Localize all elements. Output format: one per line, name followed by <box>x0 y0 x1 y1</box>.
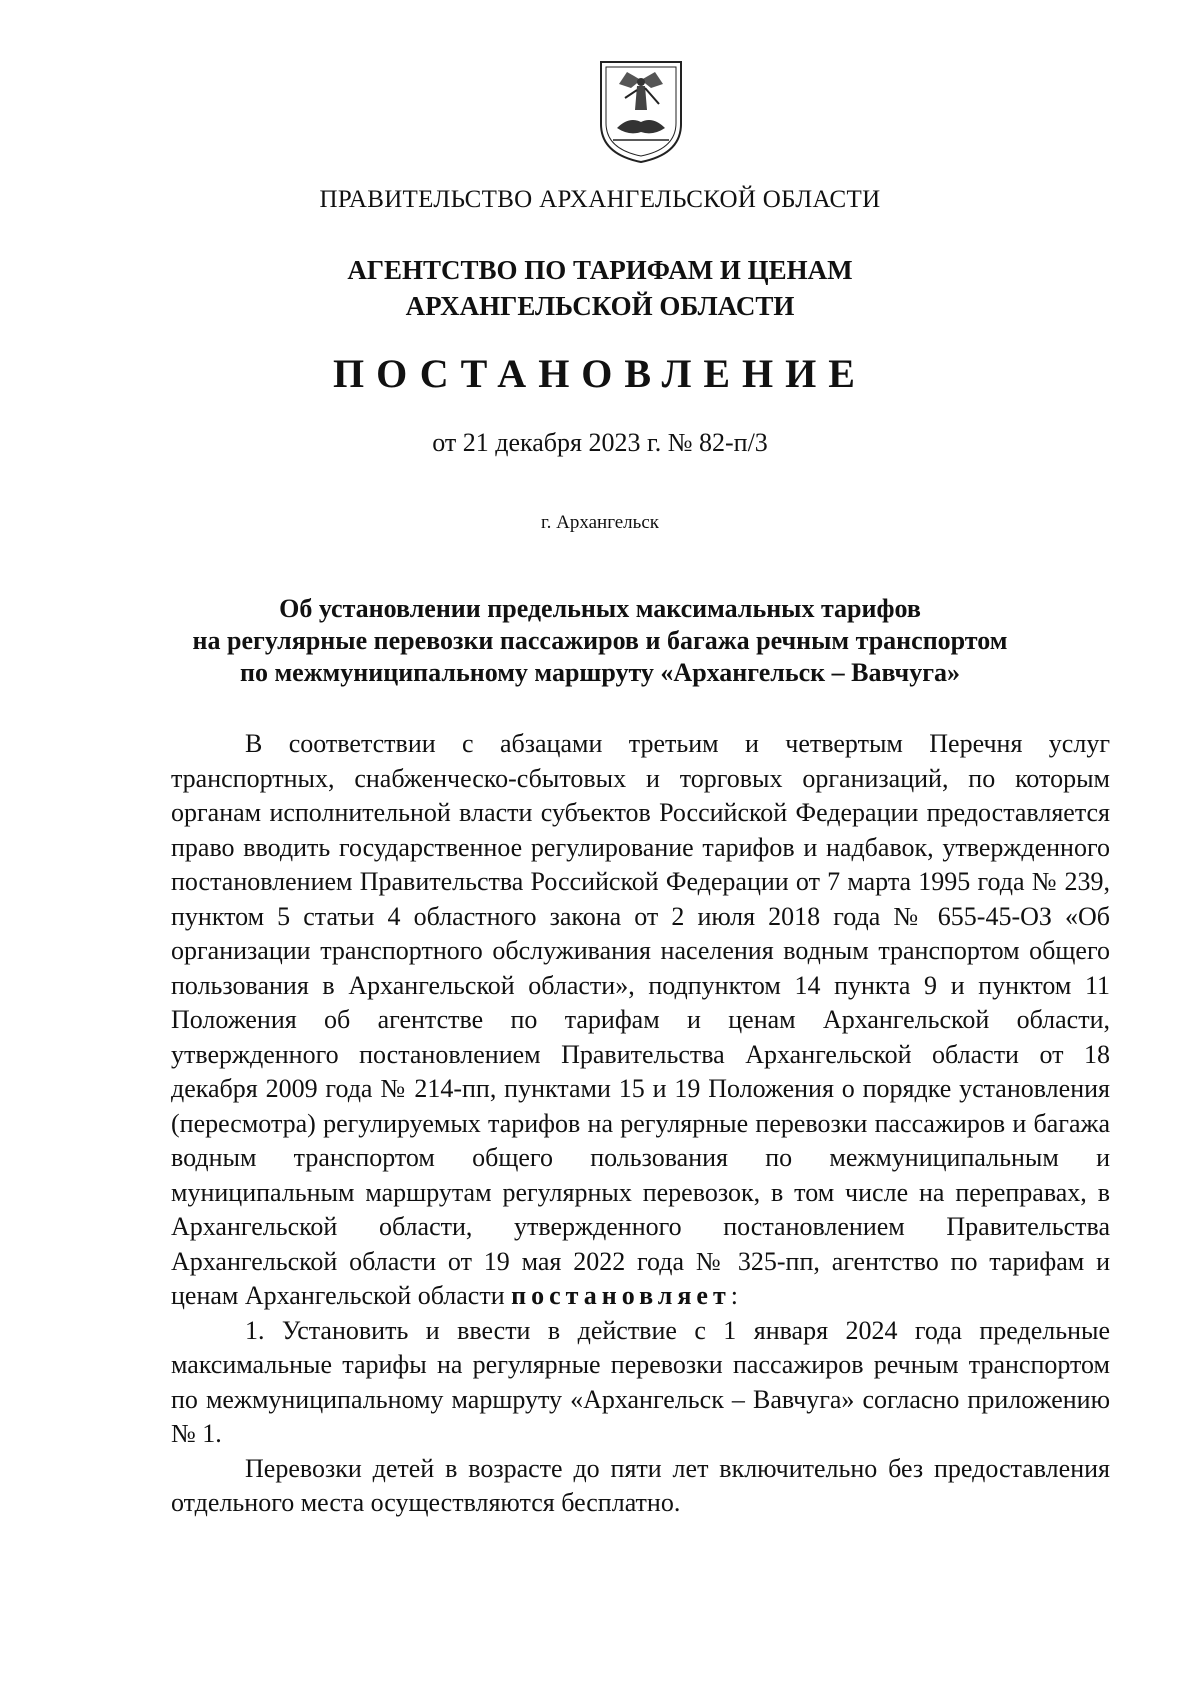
resolves-colon: : <box>730 1281 738 1310</box>
government-name: ПРАВИТЕЛЬСТВО АРХАНГЕЛЬСКОЙ ОБЛАСТИ <box>319 186 881 213</box>
document-type: ПОСТАНОВЛЕНИЕ <box>333 351 867 396</box>
paragraph-children: Перевозки детей в возрасте до пяти лет включительно без предоставления отдельного места осуществляются бесплатно. <box>171 1453 1110 1517</box>
document-date-number: от 21 декабря 2023 г. № 82-п/3 <box>432 428 768 457</box>
document-title <box>0 593 1200 689</box>
coat-of-arms-icon <box>597 58 685 166</box>
paragraph-preamble <box>171 727 1110 1314</box>
resolves-word: постановляет <box>511 1281 731 1310</box>
document-title-line2: на регулярные перевозки пассажиров и багажа речным транспортом <box>192 626 1008 655</box>
document-body <box>171 727 1110 1521</box>
document-city: г. Архангельск <box>540 512 659 533</box>
agency-name-line1: АГЕНТСТВО ПО ТАРИФАМ И ЦЕНАМ <box>347 255 853 285</box>
preamble-text: В соответствии с абзацами третьим и четвертым Перечня услуг транспортных, снабженческо-сбытовых и торговых организаций, по которым органам исполнительной власти субъектов Российской Федерации предоставляется право вводить государственное регулирование тарифов и надбавок, утвержденного постановлением Правительства Российской Федерации от 7 марта 1995 года № 239, пунктом 5 статьи 4 областного закона от 2 июля 2018 года № 655-45-ОЗ «Об организации транспортного обслуживания населения водным транспортом общего пользования в Архангельской области», подпунктом 14 пункта 9 и пунктом 11 Положения об агентстве по тарифам и ценам Архангельской области, утвержденного постановлением Правительства Архангельской области от 18 декабря 2009 года № 214-пп, пунктами 15 и 19 Положения о порядке установления (пересмотра) регулируемых тарифов на регулярные перевозки пассажиров и багажа водным транспортом общего пользования по межмуниципальным и муниципальным маршрутам регулярных перевозок, в том числе на переправах, в Архангельской области, утвержденного постановлением Правительства Архангельской области от 19 мая 2022 года № 325-пп, агентство по тарифам и ценам Архангельской области <box>171 729 1110 1310</box>
agency-name <box>0 252 1200 324</box>
paragraph-item-1: 1. Установить и ввести в действие с 1 января 2024 года предельные максимальные тарифы на регулярные перевозки пассажиров речным транспортом по межмуниципальному маршруту «Архангельск – Вавчуга» согласно приложению № 1. <box>171 1315 1110 1448</box>
agency-name-line2: АРХАНГЕЛЬСКОЙ ОБЛАСТИ <box>405 291 795 321</box>
document-title-line3: по межмуниципальному маршруту «Архангельск – Вавчуга» <box>239 658 961 687</box>
document-title-line1: Об установлении предельных максимальных тарифов <box>279 594 921 623</box>
